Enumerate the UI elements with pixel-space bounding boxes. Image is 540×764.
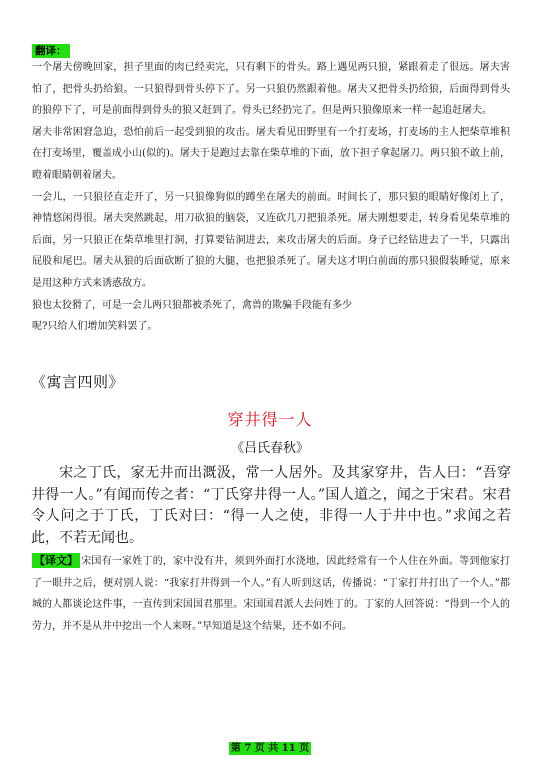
yiwen-label: 【译文】 bbox=[34, 554, 78, 567]
translation-label: 翻译： bbox=[32, 44, 70, 58]
story-text: 宋之丁氏，家无井而出溉汲，常一人居外。及其家穿井，告人曰：“吾穿井得一人。”有闻而传之者：“丁氏穿井得一人。”国人道之，闻之于宋君。宋君令人问之于丁氏，丁氏对曰：“得一人之使，非得一人于井中也。”求闻之若此，不若无闻也。 bbox=[31, 465, 511, 546]
translation-paragraph-3: 一会儿，一只狼径直走开了，另一只狼像狗似的蹲坐在屠夫的前面。时间长了，那只狼的眼睛好像闭上了，神情悠闲得很。屠夫突然跳起，用刀砍狼的脑袋，又连砍几刀把狼杀死。屠夫刚想要走，转身看见柴草堆的后面，另一只狼正在柴草堆里打洞，打算要钻洞进去，来攻击屠夫的后面。身子已经钻进去了一半，只露出屁股和尾巴。屠夫从狼的后面砍断了狼的大腿，也把狼杀死了。屠夫这才明白前面的那只狼假装睡觉，原来是用这种方式来诱惑敌方。 bbox=[32, 191, 510, 289]
translation-label-wrap bbox=[32, 39, 70, 58]
page-footer bbox=[0, 736, 540, 755]
page-number: 第 7 页 共 11 页 bbox=[230, 743, 310, 754]
story-source: 《吕氏春秋》 bbox=[230, 441, 309, 456]
translation-paragraph-1: 一个屠夫傍晚回家，担子里面的肉已经卖完，只有剩下的骨头。路上遇见两只狼，紧跟着走了很远。屠夫害怕了，把骨头扔给狼。一只狼得到骨头停下了。另一只狼仍然跟着他。屠夫又把骨头扔给狼，后面得到骨头的狼停下了，可是前面得到骨头的狼又赶到了。骨头已经扔完了。但是两只狼像原来一样一起追赶屠夫。 bbox=[32, 62, 510, 117]
translation-paragraph-5: 呢?只给人们增加笑料罢了。 bbox=[32, 321, 158, 333]
story-title: 穿井得一人 bbox=[227, 410, 313, 429]
yiwen-paragraph bbox=[32, 551, 510, 637]
translation-body bbox=[32, 57, 510, 338]
section-title: 《寓言四则》 bbox=[31, 373, 125, 391]
translation-paragraph-2: 屠夫非常困窘急迫，恐怕前后一起受到狼的攻击。屠夫看见田野里有一个打麦场，打麦场的主人把柴草堆积在打麦场里，覆盖成小山(似的)。屠夫于是跑过去靠在柴草堆的下面，放下担子拿起屠刀。两只狼不敢上前，瞪着眼睛朝着屠夫。 bbox=[32, 126, 510, 181]
translation-paragraph-4: 狼也太狡猾了，可是一会儿两只狼都被杀死了，禽兽的欺骗手段能有多少 bbox=[32, 299, 352, 311]
yiwen-text: 宋国有一家姓丁的，家中没有井，须到外面打水浇地，因此经常有一个人住在外面。等到他家打了一眼井之后，便对别人说：“我家打井得到一个人。”有人听到这话，传播说：“丁家打井打出了一个人。”都城的人都谈论这件事，一直传到宋国国君那里。宋国国君派人去问姓丁的。丁家的人回答说：“得到一个人的劳力，并不是从井中挖出一个人来呀。”早知道是这个结果，还不如不问。 bbox=[32, 556, 510, 632]
